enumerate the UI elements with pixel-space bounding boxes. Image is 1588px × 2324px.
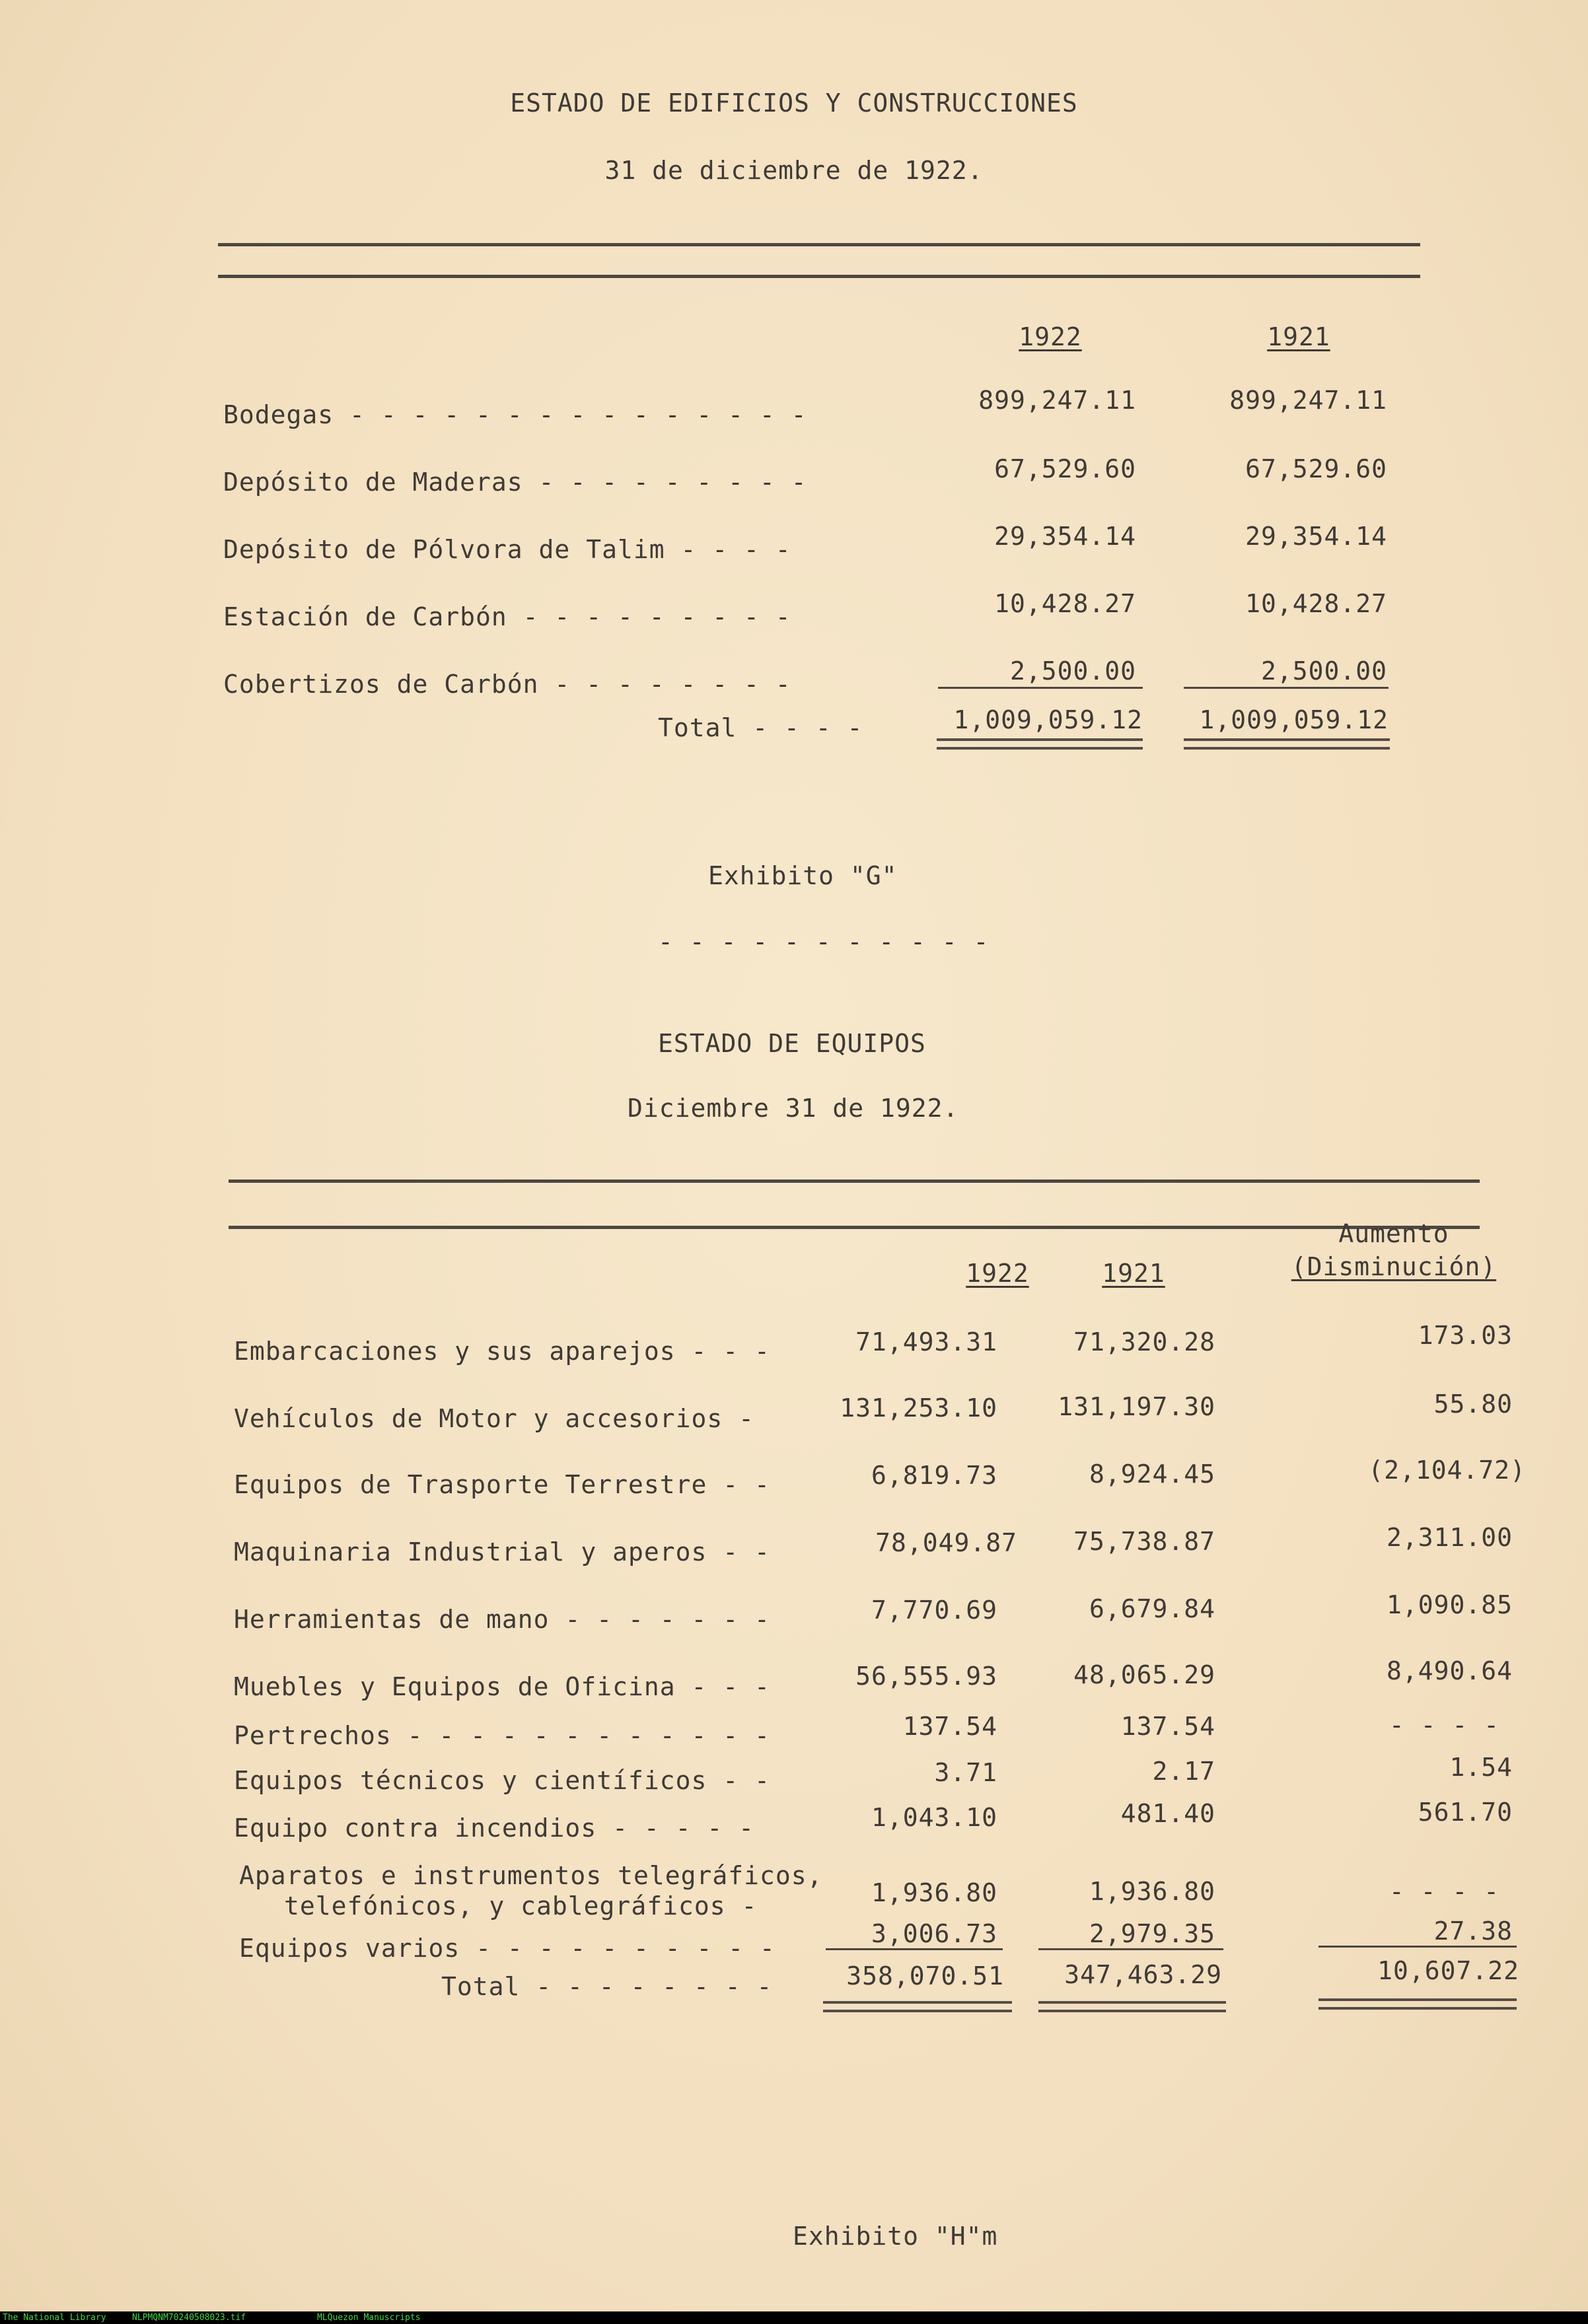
section2-row-label: Embarcaciones y sus aparejos - - - (234, 1337, 770, 1366)
section2-row-label: Muebles y Equipos de Oficina - - - (234, 1672, 770, 1701)
section2-row-1922: 56,555.93 (855, 1662, 997, 1691)
section2-row-1921: 2.17 (1152, 1757, 1215, 1786)
section1-row-1922: 29,354.14 (994, 522, 1136, 551)
section2-date: Diciembre 31 de 1922. (628, 1094, 959, 1123)
section2-row-1921: 2,979.35 (1089, 1919, 1215, 1948)
section1-col-1921: 1921 (1267, 322, 1330, 351)
section2-row-label: Equipos técnicos y científicos - - (234, 1766, 770, 1795)
section2-total-1922: 358,070.51 (846, 1961, 1004, 1990)
exhibit-g-label: Exhibito "G" (708, 861, 898, 890)
section2-row-label: Maquinaria Industrial y aperos - - (234, 1537, 770, 1567)
section2-title: ESTADO DE EQUIPOS (658, 1029, 926, 1058)
section1-row-1922: 2,500.00 (1009, 656, 1136, 686)
section1-row-1922: 899,247.11 (978, 386, 1136, 415)
exhibit-g-dashes: - - - - - - - - - - - (658, 927, 990, 956)
section2-row-1922: 6,819.73 (871, 1461, 997, 1490)
section1-col-1922: 1922 (1019, 322, 1082, 351)
section2-row-label: Aparatos e instrumentos telegráficos, (239, 1861, 823, 1890)
section2-col-diff-line1: Aumento (1338, 1219, 1449, 1248)
section2-rule-top (229, 1180, 1480, 1183)
section2-row-1922: 137.54 (902, 1712, 997, 1741)
section2-row-1922: 1,043.10 (871, 1803, 997, 1832)
section1-total-label: Total - - - - (658, 713, 863, 742)
section2-row-label: Equipo contra incendios - - - - - (234, 1813, 754, 1843)
section1-date: 31 de diciembre de 1922. (604, 156, 984, 185)
section2-row-diff: 55.80 (1433, 1390, 1513, 1419)
section1-total-double-rule (937, 738, 1143, 750)
section2-total-1921: 347,463.29 (1064, 1960, 1222, 1989)
scan-footer-bar (0, 2311, 1588, 2324)
section2-row-diff: 1.54 (1449, 1753, 1513, 1782)
section1-total-double-rule (1184, 738, 1390, 750)
section1-row-1921: 29,354.14 (1245, 522, 1387, 551)
section2-rule-bottom (229, 1226, 1480, 1229)
section2-row-1922: 7,770.69 (871, 1596, 997, 1625)
section1-rule-top (218, 243, 1420, 246)
section2-subtotal-rule (1038, 1948, 1223, 1950)
exhibit-h-label: Exhibito "H"m (793, 2222, 998, 2251)
section2-row-diff: 173.03 (1418, 1321, 1513, 1350)
section2-row-1921: 75,738.87 (1073, 1527, 1215, 1556)
section1-title: ESTADO DE EDIFICIOS Y CONSTRUCCIONES (510, 88, 1078, 118)
section1-rule-bottom (218, 275, 1420, 278)
footer-library: The National Library (3, 2313, 106, 2323)
section1-total-1922: 1,009,059.12 (953, 705, 1143, 734)
section2-row-diff: 2,311.00 (1386, 1523, 1513, 1552)
footer-collection: MLQuezon Manuscripts (317, 2313, 421, 2323)
section1-row-label: Depósito de Pólvora de Talim - - - - (223, 535, 791, 564)
section2-col-1922: 1922 (966, 1259, 1029, 1288)
section1-row-1922: 10,428.27 (994, 589, 1136, 618)
section1-row-label: Cobertizos de Carbón - - - - - - - - (223, 670, 791, 699)
section2-row-label: Pertrechos - - - - - - - - - - - - (234, 1721, 770, 1750)
section2-row-label: Herramientas de mano - - - - - - - (234, 1605, 770, 1634)
section2-row-diff: 8,490.64 (1386, 1656, 1513, 1685)
section1-row-1921: 899,247.11 (1229, 386, 1387, 415)
section2-subtotal-rule (1318, 1946, 1517, 1948)
section2-row-diff: - - - - (1389, 1710, 1499, 1740)
section1-total-1921: 1,009,059.12 (1199, 705, 1389, 734)
section1-row-1921: 10,428.27 (1245, 589, 1387, 618)
section1-row-label: Depósito de Maderas - - - - - - - - - (223, 468, 807, 497)
section2-row-diff: 1,090.85 (1386, 1590, 1513, 1619)
section2-row-label-continued: telefónicos, y cablegráficos - (284, 1891, 758, 1920)
section1-row-1921: 2,500.00 (1260, 656, 1387, 686)
section2-row-diff: 27.38 (1433, 1917, 1513, 1946)
section2-row-1921: 6,679.84 (1089, 1594, 1215, 1623)
section1-row-label: Bodegas - - - - - - - - - - - - - - - (223, 400, 807, 429)
section2-row-1922: 1,936.80 (871, 1878, 997, 1907)
section2-row-diff: (2,104.72) (1368, 1456, 1526, 1485)
section1-subtotal-rule (938, 687, 1143, 689)
section2-row-1921: 137.54 (1120, 1712, 1215, 1741)
section2-row-1921: 131,197.30 (1058, 1392, 1215, 1421)
section2-total-double-rule (823, 2001, 1012, 2012)
section1-row-1921: 67,529.60 (1245, 454, 1387, 483)
section2-row-1921: 71,320.28 (1073, 1327, 1215, 1356)
section2-row-1921: 1,936.80 (1089, 1877, 1215, 1906)
section2-col-diff-line2: (Disminución) (1291, 1252, 1497, 1281)
section2-subtotal-rule (826, 1948, 1003, 1950)
section2-total-diff: 10,607.22 (1377, 1956, 1519, 1985)
section1-subtotal-rule (1184, 687, 1389, 689)
section2-row-1921: 8,924.45 (1089, 1460, 1215, 1489)
section2-col-1921: 1921 (1102, 1259, 1165, 1288)
section2-row-1922: 71,493.31 (855, 1327, 997, 1356)
section2-row-1922: 78,049.87 (875, 1528, 1017, 1557)
section2-row-diff: 561.70 (1418, 1798, 1513, 1827)
section2-total-label: Total - - - - - - - - (441, 1972, 773, 2001)
section2-total-double-rule (1038, 2001, 1226, 2012)
section2-total-double-rule (1318, 1998, 1517, 2010)
section1-row-1922: 67,529.60 (994, 454, 1136, 483)
section2-row-1921: 481.40 (1120, 1799, 1215, 1828)
section1-row-label: Estación de Carbón - - - - - - - - - (223, 602, 791, 631)
section2-row-label: Equipos varios - - - - - - - - - - (239, 1934, 776, 1963)
section2-row-diff: - - - - (1389, 1877, 1499, 1906)
section2-row-1922: 3.71 (934, 1758, 997, 1787)
section2-row-1921: 48,065.29 (1073, 1660, 1215, 1689)
section2-row-label: Vehículos de Motor y accesorios - (234, 1404, 754, 1433)
footer-file: NLPMQNM70240508023.tif (132, 2313, 246, 2323)
section2-row-label: Equipos de Trasporte Terrestre - - (234, 1470, 770, 1499)
section2-row-1922: 131,253.10 (840, 1393, 997, 1423)
section2-row-1922: 3,006.73 (871, 1919, 997, 1948)
